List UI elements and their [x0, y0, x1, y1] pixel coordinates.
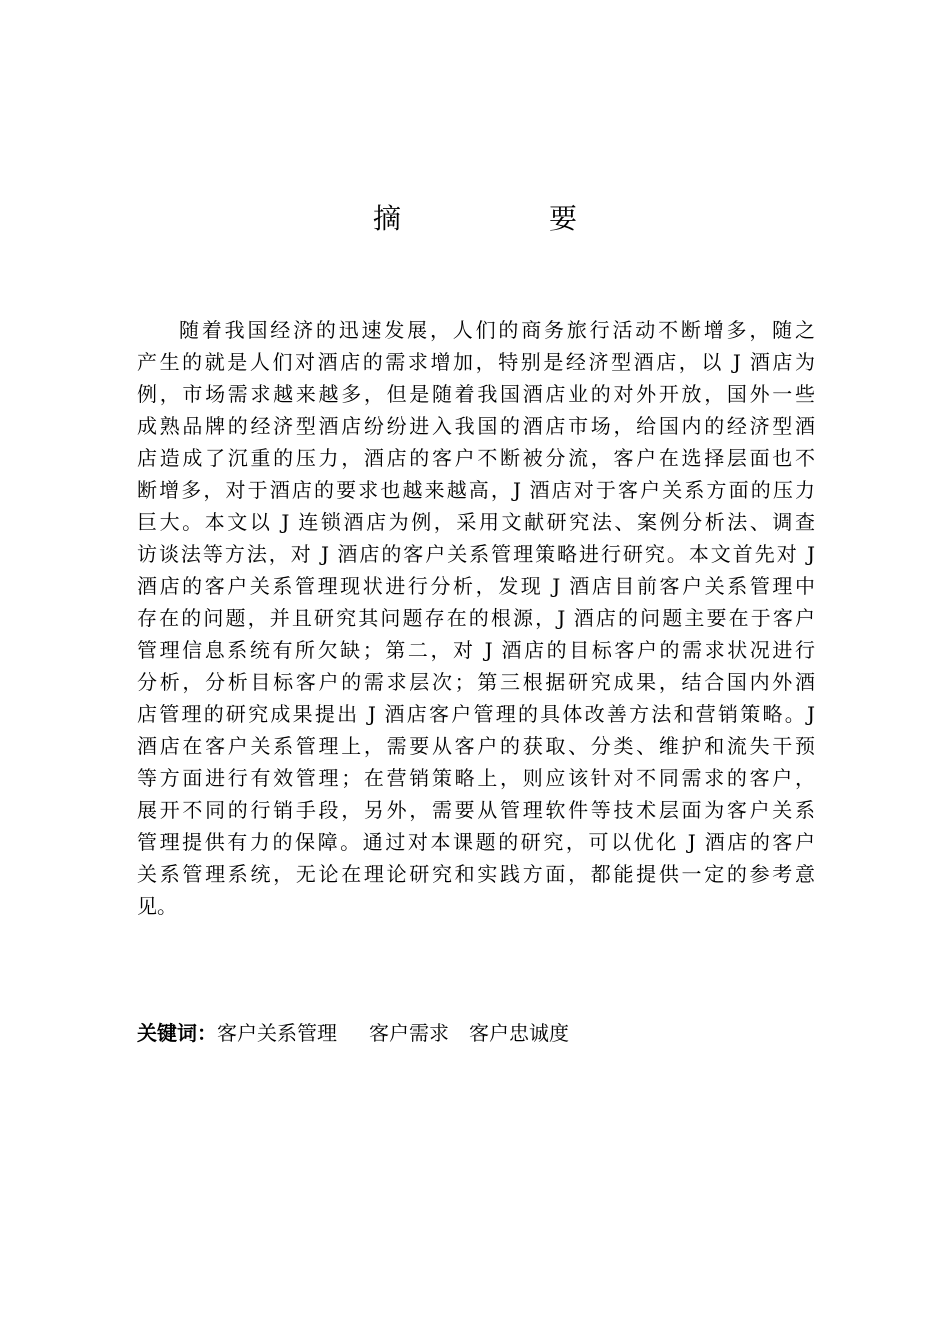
keywords-label: 关键词：	[137, 1021, 217, 1045]
abstract-line: 酒店的客户关系管理现状进行分析，发现 J 酒店目前客户关系管理中	[137, 574, 815, 598]
abstract-line: 成熟品牌的经济型酒店纷纷进入我国的酒店市场，给国内的经济型酒	[137, 414, 815, 438]
keywords-row	[137, 1017, 569, 1049]
abstract-line: 分析，分析目标客户的需求层次；第三根据研究成果，结合国内外酒	[137, 670, 815, 694]
abstract-line: 存在的问题，并且研究其问题存在的根源，J 酒店的问题主要在于客户	[137, 606, 815, 630]
abstract-line: 店管理的研究成果提出 J 酒店客户管理的具体改善方法和营销策略。J	[137, 702, 815, 726]
abstract-line: 断增多，对于酒店的要求也越来越高，J 酒店对于客户关系方面的压力	[137, 478, 815, 502]
keyword-item: 客户需求	[369, 1021, 449, 1045]
abstract-body	[137, 314, 815, 922]
abstract-line: 管理信息系统有所欠缺；第二，对 J 酒店的目标客户的需求状况进行	[137, 638, 815, 662]
keyword-item: 客户关系管理	[217, 1021, 337, 1045]
abstract-line: 访谈法等方法，对 J 酒店的客户关系管理策略进行研究。本文首先对 J	[137, 542, 815, 566]
abstract-line: 随着我国经济的迅速发展，人们的商务旅行活动不断增多，随之	[179, 318, 815, 342]
abstract-line: 见。	[137, 894, 177, 918]
keyword-item: 客户忠诚度	[469, 1021, 569, 1045]
abstract-line: 酒店在客户关系管理上，需要从客户的获取、分类、维护和流失干预	[137, 734, 815, 758]
abstract-line: 关系管理系统，无论在理论研究和实践方面，都能提供一定的参考意	[137, 862, 815, 886]
abstract-line: 例，市场需求越来越多，但是随着我国酒店业的对外开放，国外一些	[137, 382, 815, 406]
abstract-line: 巨大。本文以 J 连锁酒店为例，采用文献研究法、案例分析法、调查	[137, 510, 815, 534]
abstract-line: 等方面进行有效管理；在营销策略上，则应该针对不同需求的客户，	[137, 766, 815, 790]
abstract-line: 产生的就是人们对酒店的需求增加，特别是经济型酒店，以 J 酒店为	[137, 350, 815, 374]
abstract-line: 展开不同的行销手段，另外，需要从管理软件等技术层面为客户关系	[137, 798, 815, 822]
abstract-line: 店造成了沉重的压力，酒店的客户不断被分流，客户在选择层面也不	[137, 446, 815, 470]
abstract-title: 摘 要	[372, 202, 637, 235]
abstract-line: 管理提供有力的保障。通过对本课题的研究，可以优化 J 酒店的客户	[137, 830, 815, 854]
